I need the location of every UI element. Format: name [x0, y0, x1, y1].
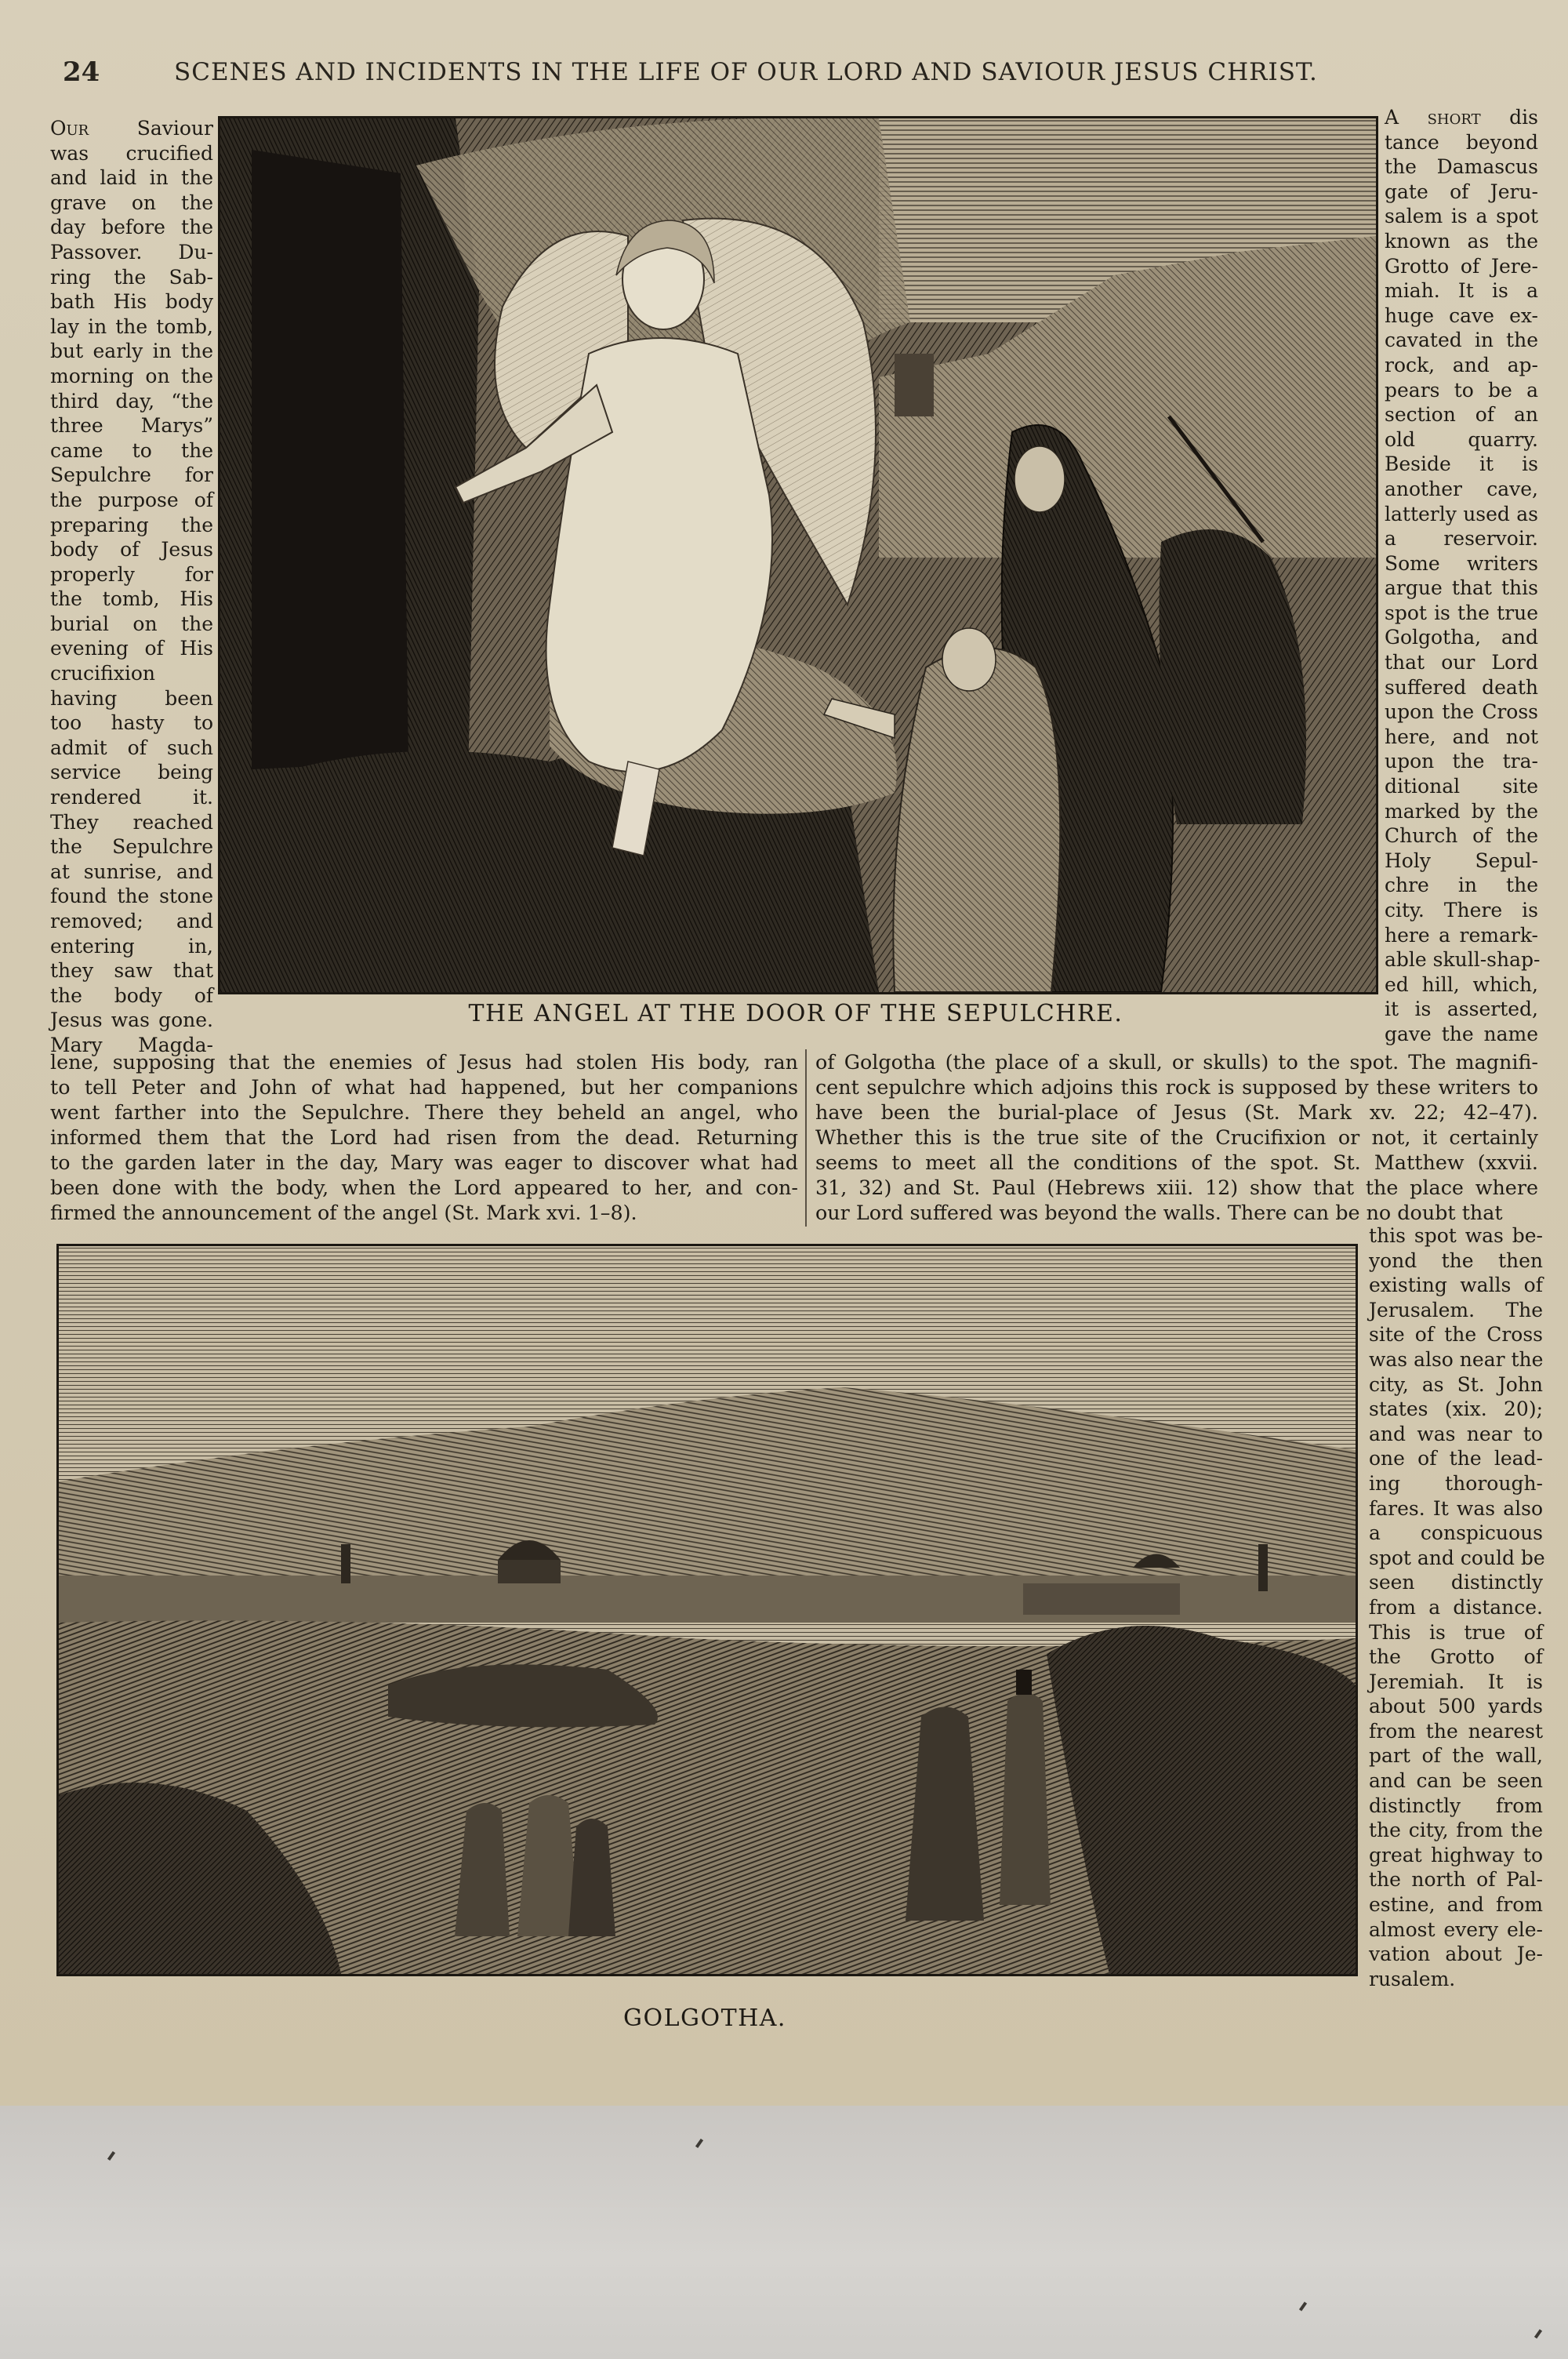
- lead-in: Our: [50, 117, 89, 140]
- text-line: but early in the: [50, 340, 213, 363]
- text-line: informed them that the Lord had risen from the dead. Returning: [50, 1125, 798, 1149]
- text-line: at sunrise, and: [50, 860, 213, 883]
- running-title: SCENES AND INCIDENTS IN THE LIFE OF OUR LORD AND SAVIOUR JESUS CHRIST.: [174, 58, 1318, 86]
- text-line: Golgotha, and: [1385, 626, 1538, 649]
- text-line: lene, supposing that the enemies of Jesus had stolen His body, ran: [50, 1050, 798, 1074]
- text-line: fares. It was also: [1369, 1496, 1543, 1520]
- lead-in-word: Saviour: [136, 117, 213, 140]
- text-line: the Damascus: [1385, 155, 1538, 179]
- text-line: ed hill, which,: [1385, 972, 1538, 996]
- text-line: this spot was be-: [1369, 1224, 1543, 1247]
- page-header: [63, 53, 1443, 88]
- text-line: miah. It is a: [1385, 279, 1538, 303]
- middle-right-final-line: our Lord suffered was beyond the walls. There can be no doubt that: [815, 1201, 1503, 1224]
- text-line: removed; and: [50, 910, 213, 932]
- text-line: admit of such: [50, 736, 213, 759]
- text-line: rusalem.: [1369, 1967, 1456, 1990]
- text-line: Jerusalem. The: [1369, 1298, 1543, 1321]
- text-line: Sepulchre for: [50, 463, 213, 487]
- text-line: the body of: [50, 983, 213, 1007]
- text-line: from a distance.: [1369, 1595, 1543, 1619]
- lower-right-column-text: [1369, 1223, 1543, 1991]
- text-line: cent sepulchre which adjoins this rock is supposed by these writers to: [815, 1075, 1538, 1099]
- text-line: about 500 yards: [1369, 1695, 1543, 1718]
- text-line: having been: [50, 686, 213, 710]
- table-surface: [0, 2106, 1568, 2359]
- text-line: three Marys”: [50, 414, 213, 438]
- text-line: They reached: [50, 810, 213, 834]
- text-line: almost every ele-: [1369, 1917, 1543, 1941]
- text-line: to the garden later in the day, Mary was eager to discover what had: [50, 1150, 798, 1174]
- right-column-first-line: [1385, 105, 1538, 130]
- text-line: the purpose of: [50, 488, 213, 511]
- text-line: spot and could be: [1369, 1546, 1545, 1569]
- column-rule: [805, 1049, 807, 1227]
- text-line: known as the: [1385, 229, 1538, 253]
- text-line: salem is a spot: [1385, 205, 1538, 228]
- text-line: cavated in the: [1385, 329, 1538, 352]
- text-line: entering in,: [50, 934, 213, 958]
- text-line: seen distinctly: [1369, 1571, 1543, 1594]
- golgotha-engraving: [56, 1244, 1358, 1976]
- text-line: This is true of: [1369, 1620, 1543, 1644]
- text-line: was also near the: [1369, 1347, 1544, 1371]
- lead-in-right-word: dis: [1509, 106, 1539, 129]
- angel-figure-caption: THE ANGEL AT THE DOOR OF THE SEPULCHRE.: [468, 1000, 1123, 1027]
- text-line: here a remark-: [1385, 923, 1538, 947]
- angel-engraving-art: [220, 118, 1376, 992]
- text-line: old quarry.: [1385, 427, 1538, 451]
- text-line: part of the wall,: [1369, 1744, 1543, 1768]
- text-line: day before the: [50, 216, 213, 239]
- text-line: another cave,: [1385, 477, 1538, 500]
- text-line: city, as St. John: [1369, 1372, 1543, 1396]
- text-line: latterly used as: [1385, 502, 1538, 525]
- text-line: grave on the: [50, 191, 213, 214]
- debris-speck: [1534, 2329, 1542, 2339]
- text-line: the city, from the: [1369, 1819, 1543, 1842]
- text-line: spot is the true: [1385, 601, 1538, 624]
- text-line: have been the burial-place of Jesus (St. Mark xv. 22; 42–47).: [815, 1100, 1538, 1124]
- text-line: lay in the tomb,: [50, 314, 213, 338]
- text-line: one of the lead-: [1369, 1447, 1543, 1470]
- text-line: rendered it.: [50, 786, 213, 809]
- text-line: great highway to: [1369, 1843, 1543, 1866]
- text-line: Jeremiah. It is: [1369, 1670, 1543, 1693]
- text-line: that our Lord: [1385, 651, 1538, 674]
- text-line: a reservoir.: [1385, 527, 1538, 551]
- text-line: existing walls of: [1369, 1274, 1543, 1297]
- text-line: firmed the announcement of the angel (St. Mark xvi. 1–8).: [50, 1201, 637, 1224]
- text-line: Grotto of Jere-: [1385, 254, 1538, 278]
- text-line: here, and not: [1385, 725, 1538, 748]
- text-line: Beside it is: [1385, 453, 1538, 476]
- text-line: burial on the: [50, 612, 213, 635]
- text-line: Whether this is the true site of the Crucifixion or not, it certainly: [815, 1125, 1538, 1149]
- text-line: service being: [50, 761, 213, 784]
- text-line: gate of Jeru-: [1385, 180, 1538, 203]
- text-line: of Golgotha (the place of a skull, or skulls) to the spot. The magnifi-: [815, 1050, 1538, 1074]
- text-line: Passover. Du-: [50, 240, 213, 264]
- right-column-text: [1385, 105, 1541, 1047]
- text-line: city. There is: [1385, 899, 1538, 921]
- text-line: they saw that: [50, 959, 213, 983]
- text-line: preparing the: [50, 513, 213, 536]
- lead-in-right: A short: [1385, 106, 1481, 129]
- text-line: gave the name: [1385, 1022, 1538, 1045]
- text-line: Church of the: [1385, 824, 1538, 848]
- golgotha-figure-caption: GOLGOTHA.: [623, 2005, 786, 2032]
- left-column-text: [50, 116, 213, 1058]
- text-line: marked by the: [1385, 799, 1538, 823]
- text-line: upon the Cross: [1385, 700, 1538, 724]
- text-line: estine, and from: [1369, 1893, 1543, 1917]
- text-line: was crucified: [50, 141, 213, 165]
- text-line: seems to meet all the conditions of the spot. St. Matthew (xxvii.: [815, 1150, 1538, 1174]
- text-line: been done with the body, when the Lord appeared to her, and con-: [50, 1176, 798, 1199]
- text-line: vation about Je-: [1369, 1943, 1543, 1966]
- text-line: able skull-shap-: [1385, 948, 1541, 972]
- text-line: suffered death: [1385, 675, 1538, 699]
- text-line: the Sepulchre: [50, 835, 213, 859]
- text-line: from the nearest: [1369, 1719, 1543, 1743]
- text-line: the Grotto of: [1369, 1645, 1543, 1669]
- text-line: a conspicuous: [1369, 1521, 1543, 1545]
- text-line: too hasty to: [50, 711, 213, 735]
- text-line: went farther into the Sepulchre. There they beheld an angel, who: [50, 1100, 798, 1124]
- text-line: the north of Pal-: [1369, 1868, 1543, 1892]
- text-line: evening of His: [50, 637, 213, 660]
- text-line: site of the Cross: [1369, 1323, 1543, 1347]
- text-line: rock, and ap-: [1385, 353, 1538, 376]
- text-line: states (xix. 20);: [1369, 1398, 1543, 1421]
- text-line: and laid in the: [50, 166, 213, 190]
- page-number: 24: [63, 56, 100, 88]
- text-line: argue that this: [1385, 576, 1538, 600]
- text-line: Jesus was gone.: [50, 1009, 213, 1032]
- text-line: properly for: [50, 562, 213, 586]
- text-line: morning on the: [50, 364, 213, 387]
- debris-speck: [107, 2151, 115, 2161]
- text-line: it is asserted,: [1385, 998, 1538, 1021]
- debris-speck: [695, 2139, 703, 2148]
- text-line: ing thorough-: [1369, 1471, 1543, 1495]
- text-line: chre in the: [1385, 874, 1538, 897]
- text-line: huge cave ex-: [1385, 304, 1538, 327]
- text-line: pears to be a: [1385, 378, 1538, 402]
- middle-right-text: [815, 1049, 1538, 1200]
- text-line: and can be seen: [1369, 1769, 1543, 1793]
- text-line: came to the: [50, 438, 213, 462]
- text-line: and was near to: [1369, 1422, 1543, 1445]
- text-line: Some writers: [1385, 551, 1538, 575]
- text-line: upon the tra-: [1385, 750, 1538, 773]
- text-line: 31, 32) and St. Paul (Hebrews xiii. 12) show that the place where: [815, 1176, 1538, 1199]
- angel-at-sepulchre-engraving: [218, 116, 1378, 994]
- golgotha-engraving-art: [59, 1246, 1356, 1974]
- middle-left-text: [50, 1049, 798, 1225]
- middle-right-last-line: [815, 1200, 1538, 1225]
- text-line: tance beyond: [1385, 130, 1538, 154]
- text-line: Holy Sepul-: [1385, 849, 1538, 872]
- text-line: distinctly from: [1369, 1794, 1543, 1817]
- text-line: yond the then: [1369, 1249, 1543, 1272]
- left-column-first-line: [50, 116, 213, 141]
- text-line: bath His body: [50, 290, 213, 314]
- text-line: crucifixion: [50, 662, 155, 685]
- text-line: body of Jesus: [50, 538, 213, 562]
- text-line: ditional site: [1385, 775, 1538, 798]
- text-line: found the stone: [50, 885, 213, 908]
- text-line: to tell Peter and John of what had happened, but her companions: [50, 1075, 798, 1099]
- text-line: section of an: [1385, 403, 1538, 427]
- text-line: the tomb, His: [50, 587, 213, 611]
- text-line: third day, “the: [50, 389, 213, 413]
- debris-speck: [1299, 2302, 1307, 2311]
- text-line: Mary Magda-: [50, 1033, 213, 1056]
- text-line: ring the Sab-: [50, 265, 213, 289]
